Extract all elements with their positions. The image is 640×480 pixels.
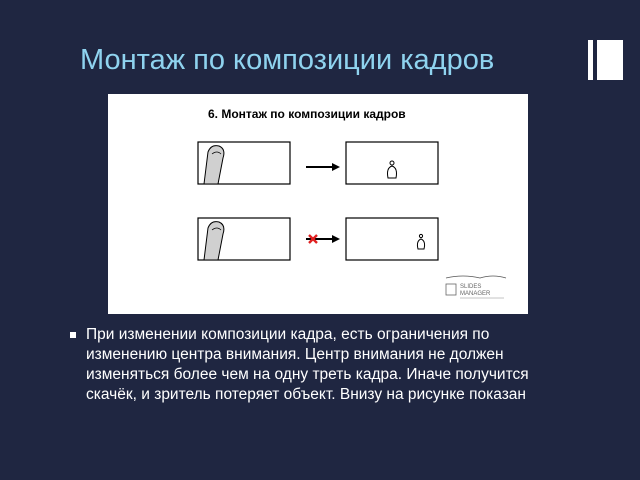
finger-icon: [204, 146, 224, 184]
svg-text:SLIDES: SLIDES: [460, 284, 482, 290]
figure-heading: 6. Монтаж по композиции кадров: [208, 107, 406, 121]
publisher-logo: [446, 276, 506, 298]
composition-figure: [108, 94, 528, 314]
bullet-text: При изменении композиции кадра, есть ограничения по изменению центра внимания. Центр внимания не должен изменяться более чем на одну треть кадра. Иначе получится скачёк, и зритель потеряет объект. Внизу на рисунке показан: [86, 326, 529, 403]
finger-icon: [204, 222, 224, 260]
bullet-icon: [70, 332, 76, 338]
list-item: [70, 325, 570, 405]
slide-title: Монтаж по композиции кадров: [80, 44, 495, 76]
arrow-right-icon: [306, 163, 340, 171]
decorative-bar-thin: [588, 40, 593, 80]
small-object-icon: [417, 234, 424, 249]
decorative-bar-thick: [597, 40, 623, 80]
small-object-icon: [388, 161, 397, 178]
composition-diagram: [108, 94, 528, 314]
bullet-list: [70, 325, 570, 405]
frame-right-row2: [346, 218, 438, 260]
svg-text:MANAGER: MANAGER: [460, 291, 491, 297]
